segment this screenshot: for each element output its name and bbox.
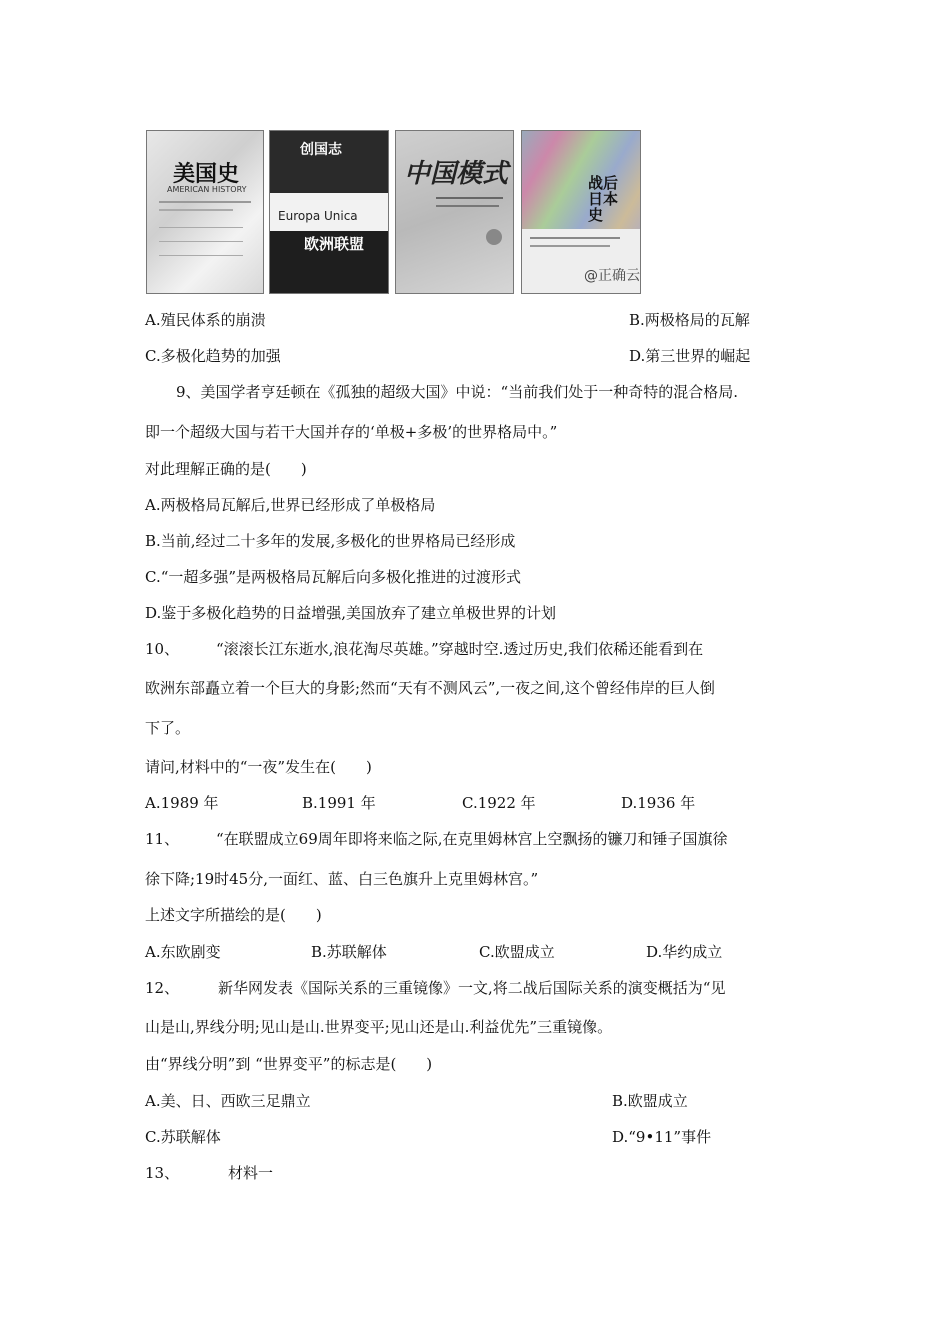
q10-line-1: “滚滚长江东逝水,浪花淘尽英雄。”穿越时空.透过历史,我们依稀还能看到在 (216, 640, 704, 658)
q11-line-1: “在联盟成立69周年即将来临之际,在克里姆林宫上空飘扬的镰刀和锤子国旗徐 (216, 830, 728, 848)
q12-line-1: 新华网发表《国际关系的三重镜像》一文,将二战后国际关系的演变概括为“见 (218, 979, 726, 997)
book-cover-european-union (269, 130, 389, 294)
q12-option-a: A.美、日、西欧三足鼎立 (145, 1092, 311, 1110)
q12-prompt: 由“界线分明”到 “世界变平”的标志是( ) (145, 1055, 433, 1073)
q8-option-b: B.两极格局的瓦解 (629, 311, 750, 329)
q10-option-c: C.1922 年 (462, 794, 536, 812)
book-cover-postwar-japan (521, 130, 641, 294)
q10-prompt: 请问,材料中的“一夜”发生在( ) (145, 758, 372, 776)
watermark: @正确云 (584, 268, 640, 284)
book-brand: 创国志 (300, 142, 342, 158)
book-title-latin: Europa Unica (278, 209, 358, 223)
book-title: 美国史 (173, 161, 240, 187)
q10-option-d: D.1936 年 (621, 794, 696, 812)
book-subtitle: AMERICAN HISTORY (167, 185, 247, 194)
q9-option-b: B.当前,经过二十多年的发展,多极化的世界格局已经形成 (145, 532, 516, 550)
q9-option-d: D.鉴于多极化趋势的日益增强,美国放弃了建立单极世界的计划 (145, 604, 557, 622)
q9-line-1: 9、美国学者亨廷顿在《孤独的超级大国》中说：“当前我们处于一种奇特的混合格局. (176, 383, 738, 401)
q8-option-c: C.多极化趋势的加强 (145, 347, 281, 365)
q9-option-c: C.“一超多强”是两极格局瓦解后向多极化推进的过渡形式 (145, 568, 522, 586)
book-title: 欧洲联盟 (304, 235, 365, 253)
q8-option-d: D.第三世界的崛起 (629, 347, 751, 365)
q11-option-b: B.苏联解体 (311, 943, 387, 961)
q11-number: 11、 (145, 830, 180, 848)
book-title: 战后日本史 (588, 174, 619, 224)
q10-option-b: B.1991 年 (302, 794, 376, 812)
q9-line-2: 即一个超级大国与若干大国并存的‘单极+多极’的世界格局中。” (145, 423, 558, 441)
q11-prompt: 上述文字所描绘的是( ) (145, 906, 322, 924)
q12-number: 12、 (145, 979, 180, 997)
q9-option-a: A.两极格局瓦解后,世界已经形成了单极格局 (145, 496, 436, 514)
q10-line-3: 下了。 (145, 719, 191, 737)
book-cover-china-model (395, 130, 514, 294)
book-title: 中国模式 (404, 159, 509, 189)
q10-option-a: A.1989 年 (145, 794, 219, 812)
q10-line-2: 欧洲东部矗立着一个巨大的身影;然而“天有不测风云”,一夜之间,这个曾经伟岸的巨人倒 (145, 679, 715, 697)
q13-number: 13、 (145, 1164, 180, 1182)
q8-option-a: A.殖民体系的崩溃 (145, 311, 266, 329)
book-cover-american-history (146, 130, 264, 294)
q12-option-b: B.欧盟成立 (612, 1092, 688, 1110)
q11-option-a: A.东欧剧变 (145, 943, 221, 961)
q11-line-2: 徐下降;19时45分,一面红、蓝、白三色旗升上克里姆林宫。” (145, 870, 539, 888)
q12-option-c: C.苏联解体 (145, 1128, 221, 1146)
q12-line-2: 山是山,界线分明;见山是山.世界变平;见山还是山.利益优先”三重镜像。 (145, 1018, 613, 1036)
q13-text: 材料一 (228, 1164, 274, 1182)
q11-option-d: D.华约成立 (646, 943, 723, 961)
q11-option-c: C.欧盟成立 (479, 943, 555, 961)
q10-number: 10、 (145, 640, 180, 658)
q9-prompt: 对此理解正确的是( ) (145, 460, 307, 478)
q12-option-d: D.“9•11”事件 (612, 1128, 712, 1146)
